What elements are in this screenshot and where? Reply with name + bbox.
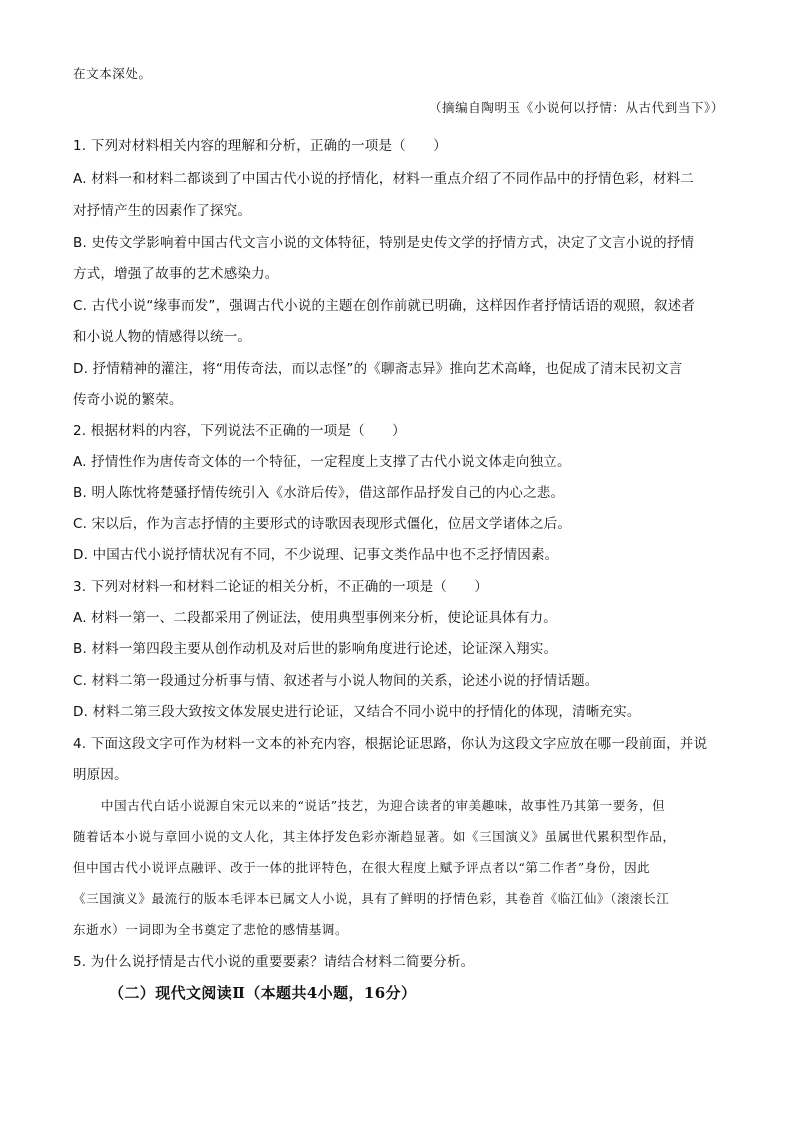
question-2-option-a: A. 抒情性作为唐传奇文体的一个特征，一定程度上支撑了古代小说文体走向独立。 bbox=[73, 454, 571, 470]
question-4-passage-line: 中国古代白话小说源自宋元以来的“说话”技艺，为迎合读者的审美趣味，故事性乃其第一要务，但 bbox=[101, 798, 666, 813]
question-1-option-d-cont: 传奇小说的繁荣。 bbox=[73, 392, 183, 408]
question-4-passage-line: 东逝水）一词即为全书奠定了悲怆的感情基调。 bbox=[73, 922, 349, 937]
passage-tail: 在文本深处。 bbox=[73, 66, 152, 81]
question-1-stem: 1. 下列对材料相关内容的理解和分析，正确的一项是（ ） bbox=[73, 138, 447, 154]
question-2-option-d: D. 中国古代小说抒情状况有不同，不少说理、记事文类作品中也不乏抒情因素。 bbox=[73, 547, 559, 563]
question-4-passage-line: 但中国古代小说评点融评、改于一体的批评特色，在很大程度上赋予评点者以“第二作者”身份，因此 bbox=[73, 860, 651, 875]
question-4-stem-cont: 明原因。 bbox=[73, 767, 128, 783]
question-2-stem: 2. 根据材料的内容，下列说法不正确的一项是（ ） bbox=[73, 423, 406, 439]
question-5-stem: 5. 为什么说抒情是古代小说的重要要素？请结合材料二简要分析。 bbox=[73, 954, 475, 970]
question-3-option-c: C. 材料二第一段通过分析事与情、叙述者与小说人物间的关系，论述小说的抒情话题。 bbox=[73, 673, 599, 689]
question-1-option-d: D. 抒情精神的灌注，将“用传奇法，而以志怪”的《聊斋志异》推向艺术高峰，也促成了清末民初文言 bbox=[73, 361, 683, 377]
question-3-stem: 3. 下列对材料一和材料二论证的相关分析，不正确的一项是（ ） bbox=[73, 579, 489, 595]
question-1-option-c: C. 古代小说“缘事而发”，强调古代小说的主题在创作前就已明确，这样因作者抒情话语的观照，叙述者 bbox=[73, 298, 696, 314]
question-3-option-b: B. 材料一第四段主要从创作动机及对后世的影响角度进行论述，论证深入翔实。 bbox=[73, 641, 558, 657]
question-1-option-c-cont: 和小说人物的情感得以统一。 bbox=[73, 329, 252, 345]
question-3-option-d: D. 材料二第三段大致按文体发展史进行论证，又结合不同小说中的抒情化的体现，清晰充实。 bbox=[73, 704, 641, 720]
section-heading: （二）现代文阅读Ⅱ（本题共4小题，16分） bbox=[109, 984, 417, 1002]
source-citation: （摘编自陶明玉《小说何以抒情：从古代到当下》） bbox=[428, 100, 724, 115]
question-1-option-b: B. 史传文学影响着中国古代文言小说的文体特征，特别是史传文学的抒情方式，决定了文言小说的抒情 bbox=[73, 235, 695, 251]
question-4-stem: 4. 下面这段文字可作为材料一文本的补充内容，根据论证思路，你认为这段文字应放在哪一段前面，并说 bbox=[73, 736, 708, 752]
question-2-option-b: B. 明人陈忱将楚骚抒情传统引入《水浒后传》，借这部作品抒发自己的内心之悲。 bbox=[73, 485, 565, 501]
question-1-option-a: A. 材料一和材料二都谈到了中国古代小说的抒情化，材料一重点介绍了不同作品中的抒情色彩，材料二 bbox=[73, 171, 694, 187]
question-3-option-a: A. 材料一第一、二段都采用了例证法，使用典型事例来分析，使论证具体有力。 bbox=[73, 610, 557, 626]
question-2-option-c: C. 宋以后，作为言志抒情的主要形式的诗歌因表现形式僵化，位居文学诸体之后。 bbox=[73, 516, 572, 532]
question-1-option-a-cont: 对抒情产生的因素作了探究。 bbox=[73, 203, 252, 219]
question-1-option-b-cont: 方式，增强了故事的艺术感染力。 bbox=[73, 266, 279, 282]
question-4-passage-line: 《三国演义》最流行的版本毛评本已属文人小说，具有了鲜明的抒情色彩，其卷首《临江仙》（滚滚长江 bbox=[73, 891, 670, 906]
question-4-passage-line: 随着话本小说与章回小说的文人化，其主体抒发色彩亦渐趋显著。如《三国演义》虽属世代累积型作品， bbox=[73, 829, 676, 844]
